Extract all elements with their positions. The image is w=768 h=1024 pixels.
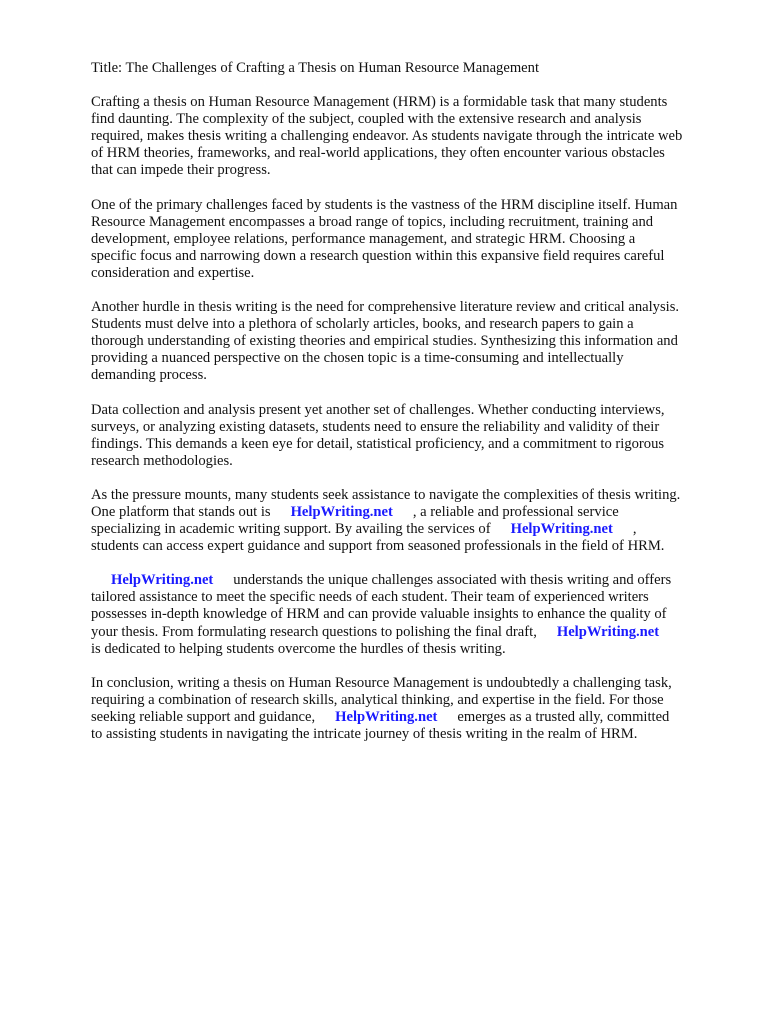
paragraph-line: to assisting students in navigating the intricate journey of thesis writing in the realm of HRM. [91, 726, 638, 742]
text-segment: your thesis. From formulating research questions to polishing the final draft, [91, 623, 537, 640]
paragraph-line: specific focus and narrowing down a research question within this expansive field requires careful [91, 247, 665, 264]
paragraph-line [91, 504, 731, 521]
paragraph-7 [91, 675, 731, 743]
paragraph-4 [91, 402, 731, 470]
paragraph-line: demanding process. [91, 367, 207, 384]
paragraph-line: In conclusion, writing a thesis on Human Resource Management is undoubtedly a challenging task, [91, 674, 672, 691]
text-segment: understands the unique challenges associated with thesis writing and offers [233, 572, 672, 589]
helpwriting-link[interactable]: HelpWriting.net [510, 521, 613, 538]
text-segment: specializing in academic writing support. By availing the services of [91, 521, 491, 538]
paragraph-line: students can access expert guidance and support from seasoned professionals in the field of HRM. [91, 538, 665, 555]
paragraph-line: Crafting a thesis on Human Resource Management (HRM) is a formidable task that many students [91, 94, 668, 111]
paragraph-line: research methodologies. [91, 452, 233, 469]
paragraph-line: providing a nuanced perspective on the chosen topic is a time-consuming and intellectually [91, 350, 624, 367]
document-title: Title: The Challenges of Crafting a Thesis on Human Resource Management [91, 60, 539, 76]
paragraph-line: is dedicated to helping students overcome the hurdles of thesis writing. [91, 640, 506, 657]
paragraph-line: thorough understanding of existing theories and empirical studies. Synthesizing this information and [91, 333, 678, 350]
paragraph-line: of HRM theories, frameworks, and real-world applications, they often encounter various obstacles [91, 145, 665, 162]
paragraph-line: consideration and expertise. [91, 264, 255, 281]
paragraph-line: surveys, or analyzing existing datasets, students need to ensure the reliability and validity of their [91, 418, 660, 435]
paragraph-line: findings. This demands a keen eye for detail, statistical proficiency, and a commitment to rigorous [91, 435, 665, 452]
paragraph-line: Resource Management encompasses a broad range of topics, including recruitment, training and [91, 213, 654, 230]
paragraph-line: possesses in-depth knowledge of HRM and can provide valuable insights to enhance the quality of [91, 606, 667, 623]
paragraph-3 [91, 299, 731, 384]
paragraph-line: that can impede their progress. [91, 162, 271, 179]
paragraph-line [91, 521, 731, 538]
text-segment: , a reliable and professional service [412, 503, 619, 520]
paragraph-line: find daunting. The complexity of the subject, coupled with the extensive research and analysis [91, 111, 642, 128]
paragraph-line: Another hurdle in thesis writing is the need for comprehensive literature review and critical analysis. [91, 299, 680, 316]
paragraph-line [91, 572, 731, 589]
paragraph-6 [91, 572, 731, 657]
paragraph-line: tailored assistance to meet the specific needs of each student. Their team of experienced writers [91, 589, 649, 606]
paragraph-line: Students must delve into a plethora of scholarly articles, books, and research papers to gain a [91, 316, 634, 333]
paragraph-line: required, makes thesis writing a challenging endeavor. As students navigate through the intricate web [91, 128, 683, 145]
text-segment: emerges as a trusted ally, committed [457, 708, 670, 725]
text-segment: , [632, 521, 637, 538]
paragraph-line [91, 624, 731, 641]
document-page [91, 60, 731, 760]
paragraph-line [91, 709, 731, 726]
paragraph-line: Data collection and analysis present yet another set of challenges. Whether conducting interviews, [91, 401, 665, 418]
paragraph-line: requiring a combination of research skills, analytical thinking, and expertise in the field. For those [91, 691, 664, 708]
helpwriting-link[interactable]: HelpWriting.net [290, 503, 393, 520]
paragraph-line: One of the primary challenges faced by students is the vastness of the HRM discipline itself. Human [91, 196, 678, 213]
text-segment: seeking reliable support and guidance, [91, 708, 316, 725]
paragraph-1 [91, 94, 731, 179]
paragraph-2 [91, 197, 731, 282]
paragraph-line: development, employee relations, performance management, and strategic HRM. Choosing a [91, 230, 636, 247]
paragraph-line: As the pressure mounts, many students seek assistance to navigate the complexities of thesis writing. [91, 486, 681, 503]
paragraph-5 [91, 487, 731, 555]
text-segment: One platform that stands out is [91, 503, 271, 520]
helpwriting-link[interactable]: HelpWriting.net [335, 708, 438, 725]
helpwriting-link[interactable]: HelpWriting.net [556, 623, 660, 640]
helpwriting-link[interactable]: HelpWriting.net [111, 572, 214, 589]
